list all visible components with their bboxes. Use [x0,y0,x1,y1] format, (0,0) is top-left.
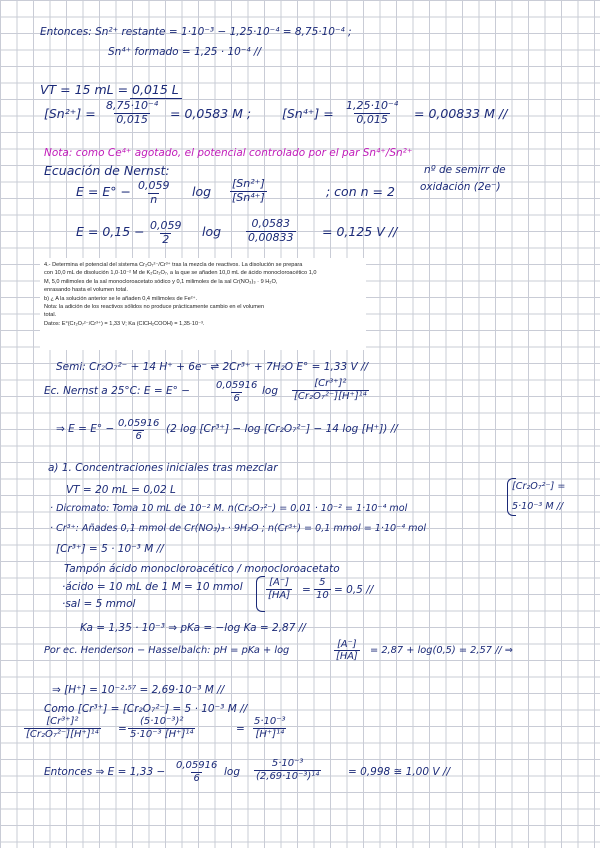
part-a-title: a) 1. Concentraciones iniciales tras mezclar [48,462,278,474]
buffer-title: Tampón ácido monocloroacético / monocloroacetato [64,563,340,575]
nernst-eq-log2: log [202,224,222,239]
eq-sign-2: = [236,723,245,735]
line-sn4-formed: Sn⁴⁺ formado = 1,25 · 10⁻⁴ // [108,46,261,58]
fraction-conc-values: $\frac{0,0583}{0,00833}$ [248,217,294,244]
conc-sn4-result: = 0,00833 M // [414,106,508,121]
line-sn-remaining: Entonces: Sn²⁺ restante = 1·10⁻³ − 1,25·10⁻⁴ = 8,75·10⁻⁴ ; [40,26,352,38]
nernst-eq-2a: E = 0,15 − [76,224,145,239]
fraction-ratio-sub: $\frac{\text{(5·10⁻³)²}}{\text{5·10⁻³ [H⁺]¹⁴}}$ [130,716,194,740]
fraction-cr-ratio: $\frac{\text{[Cr³⁺]²}}{\text{[Cr₂O₇²⁻][H⁺]¹⁴}}$ [294,378,367,402]
fraction-sn4: $\frac{\text{1,25·10⁻⁴}}{0,015}$ [346,99,399,126]
acid-amount: ·ácido = 10 mL de 1 M = 10 mmol [62,581,243,593]
dichromate-line: · Dicromato: Toma 10 mL de 10⁻² M. n(Cr₂O₇²⁻) = 0,01 · 10⁻² = 1·10⁻⁴ mol [50,503,408,514]
final-log: log [224,766,241,778]
nernst-25c-log: log [262,385,279,397]
ratio-result: = 0,5 // [334,584,374,596]
problem-line: b) ¿ A la solución anterior se le añaden 0,4 milimoles de Fe²⁺. [44,295,198,302]
nernst-eq-1a: E = E° − [76,184,131,199]
equal-concs: Como [Cr³⁺] = [Cr₂O₇²⁻] = 5 · 10⁻³ M // [44,703,248,715]
salt-amount: ·sal = 5 mmol [62,598,136,610]
line-total-volume: VT = 15 mL = 0,015 L [40,82,179,97]
conc-sn2-result: = 0,0583 M ; [170,106,252,121]
delta-e-eq-b: (2 log [Cr³⁺] − log [Cr₂O₇²⁻] − 14 log [H⁺]) // [166,423,398,435]
fraction-0059-n: $\frac{0,059}{n}$ [138,179,170,206]
fraction-sn2: $\frac{\text{8,75·10⁻⁴}}{0,015}$ [106,99,159,126]
henderson-a: Por ec. Henderson − Hasselbalch: pH = pKa + log [44,645,290,656]
fraction-a-ha: $\frac{[A^-]}{[HA]}$ [268,577,291,601]
final-result: = 0,998 ≅ 1,00 V // [348,766,450,778]
nernst-title: Ecuación de Nernst: [44,163,170,178]
problem-line: 4.- Determina el potencial del sistema Cr₂O₇²⁻/Cr³⁺ tras la mezcla de reactivos. La disolución se prepara [44,262,303,268]
nernst-eq-n: ; con n = 2 [326,184,395,199]
fraction-hh: $\frac{[A^-]}{[HA]}$ [336,639,358,663]
nernst-eq-result: = 0,125 V // [322,224,398,239]
fraction-ratio-simplified: $\frac{\text{5·10⁻³}}{\text{[H⁺]¹⁴}}$ [254,716,286,740]
eq-sign-1: = [118,723,127,735]
side-note-line1: nº de semirr de [424,164,506,176]
total-volume-20: VT = 20 mL = 0,02 L [66,484,176,496]
fraction-5-10: $\frac{5}{10}$ [316,577,329,601]
problem-line: con 10,0 mL de disolución 1,0·10⁻² M de K₂Cr₂O₇, a la que se añaden 10,0 mL de ácido monocloroacético 1,0 [44,270,317,277]
ratio-eq: = [302,584,311,596]
problem-line: Datos: E°(Cr₂O₇²⁻/Cr³⁺) = 1,33 V; Ka (ClCH₂COOH) = 1,35·10⁻³. [44,320,205,327]
final-a: Entonces ⇒ E = 1,33 − [44,766,166,778]
fraction-005916-6-c: $\frac{0,05916}{6}$ [176,760,218,784]
ka-line: Ka = 1,35 · 10⁻³ ⇒ pKa = −log Ka = 2,87 // [80,622,306,634]
problem-line: enrasando hasta el volumen total. [44,287,128,294]
henderson-b: = 2,87 + log(0,5) = 2,57 // ⇒ [370,645,514,656]
fraction-sn-ratio: $\frac{\text{[Sn²⁺]}}{\text{[Sn⁴⁺]}}$ [232,177,265,204]
note-potential: Nota: como Ce⁴⁺ agotado, el potencial controlado por el par Sn⁴⁺/Sn²⁺ [44,147,413,159]
nernst-eq-log1: log [192,184,212,199]
dichromate-conc-value: 5·10⁻³ M // [512,501,564,512]
dichromate-conc-label: [Cr₂O₇²⁻] = [512,481,566,492]
cr3-conc: [Cr³⁺] = 5 · 10⁻³ M // [56,543,164,555]
conc-sn4-label: [Sn⁴⁺] = [282,106,334,121]
delta-e-eq-a: ⇒ E = E° − [56,423,115,435]
problem-line: total. [44,312,57,319]
fraction-final: $\frac{\text{5·10⁻³}}{\text{(2,69·10⁻³)¹⁴}}$ [256,758,320,782]
nernst-25c: Ec. Nernst a 25°C: E = E° − [44,385,191,397]
h-concentration: ⇒ [H⁺] = 10⁻²·⁵⁷ = 2,69·10⁻³ M // [52,684,225,696]
semi-reaction: Semi: Cr₂O₇²⁻ + 14 H⁺ + 6e⁻ ⇌ 2Cr³⁺ + 7H₂O E° = 1,33 V // [56,361,369,373]
fraction-005916-6-b: $\frac{0,05916}{6}$ [118,418,160,442]
cr3-line: · Cr³⁺: Añades 0,1 mmol de Cr(NO₃)₃ · 9H₂O ; n(Cr³⁺) = 0,1 mmol = 1·10⁻⁴ mol [50,523,426,534]
side-note-line2: oxidación (2e⁻) [420,181,501,193]
problem-line: Nota: la adición de los reactivos sólidos no produce prácticamente cambio en el volumen [44,304,265,311]
conc-sn2-label: [Sn²⁺] = [44,106,96,121]
problem-statement [40,258,366,350]
problem-line: M, 5,0 milimoles de la sal monocloroacetato sódico y 0,1 milimoles de la sal Cr(NO₃)₃ · 9 H₂O, [44,278,278,285]
fraction-ratio-symbolic: $\frac{\text{[Cr³⁺]²}}{\text{[Cr₂O₇²⁻][H⁺]¹⁴}}$ [26,716,99,740]
brace-ratio [256,576,265,612]
fraction-005916-6-a: $\frac{0,05916}{6}$ [216,380,258,404]
fraction-0059-2: $\frac{0,059}{2}$ [150,219,182,246]
